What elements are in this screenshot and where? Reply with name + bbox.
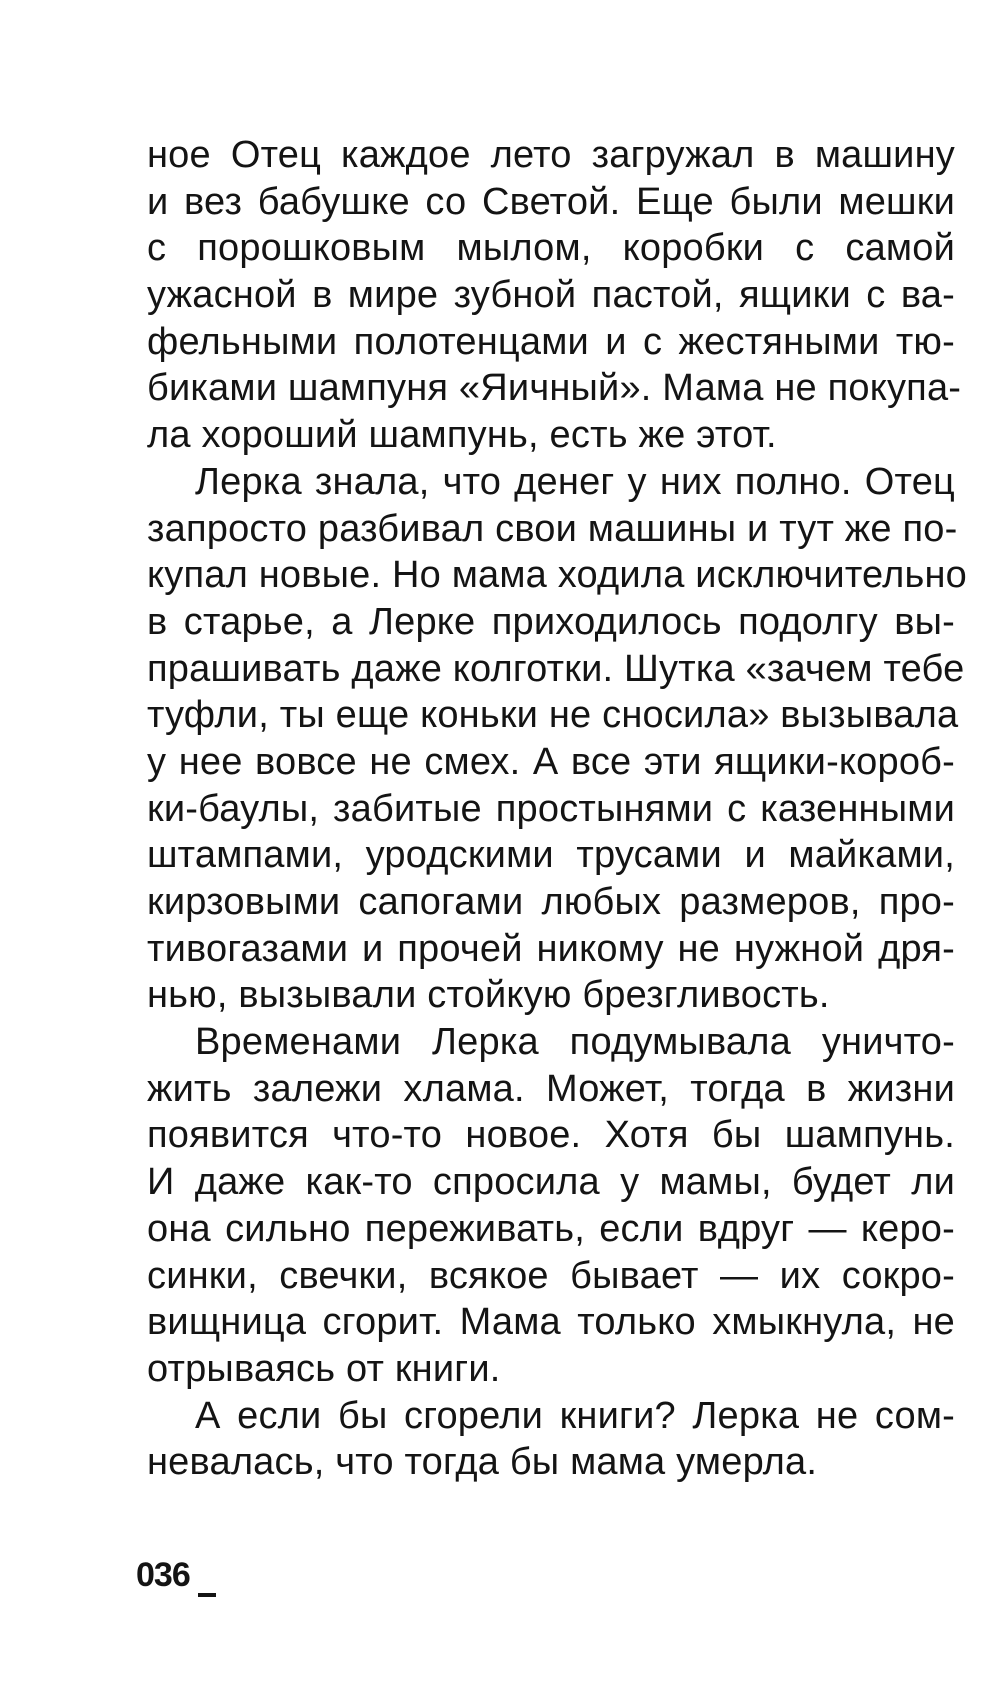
text-line: и вез бабушке со Светой. Еще были мешки [147, 180, 955, 223]
text-line: фельными полотенцами и с жестяными тю- [147, 320, 955, 363]
text-line: она сильно переживать, если вдруг — керо- [147, 1207, 955, 1250]
text-line: нью, вызывали стойкую брезгливость. [147, 974, 830, 1017]
text-line: появится что-то новое. Хотя бы шампунь. [147, 1114, 955, 1157]
text-line: А если бы сгорели книги? Лерка не сом- [195, 1394, 955, 1437]
text-line: вищница сгорит. Мама только хмыкнула, не [147, 1301, 955, 1344]
text-line: невалась, что тогда бы мама умерла. [147, 1441, 818, 1484]
text-line: ужасной в мире зубной пастой, ящики с ва- [147, 274, 955, 317]
text-line: синки, свечки, всякое бывает — их сокро- [147, 1254, 955, 1297]
page-number-underline [198, 1593, 216, 1597]
text-line: ки-баулы, забитые простынями с казенными [147, 787, 955, 830]
text-line: И даже как-то спросила у мамы, будет ли [147, 1161, 955, 1204]
text-line: штампами, уродскими трусами и майками, [147, 834, 955, 877]
text-line: в старье, а Лерке приходилось подолгу вы- [147, 600, 955, 643]
text-line: туфли, ты еще коньки не сносила» вызывала [147, 694, 959, 737]
text-line: отрываясь от книги. [147, 1347, 501, 1390]
text-line: у нее вовсе не смех. А все эти ящики-короб- [147, 740, 955, 783]
text-line: запросто разбивал свои машины и тут же по- [147, 507, 958, 550]
text-line: Временами Лерка подумывала уничто- [195, 1021, 955, 1064]
text-line: с порошковым мылом, коробки с самой [147, 227, 955, 270]
text-line: кирзовыми сапогами любых размеров, про- [147, 881, 955, 923]
text-line: биками шампуня «Яичный». Мама не покупа- [147, 367, 962, 410]
text-line: Лерка знала, что денег у них полно. Отец [195, 460, 955, 503]
body-text [147, 132, 967, 1486]
text-line: купал новые. Но мама ходила исключительно [147, 554, 967, 597]
text-line: прашивать даже колготки. Шутка «зачем тебе [147, 647, 965, 690]
text-line: тивогазами и прочей никому не нужной дря- [147, 927, 955, 970]
text-line: жить залежи хлама. Может, тогда в жизни [147, 1067, 955, 1110]
text-line: ла хороший шампунь, есть же этот. [147, 414, 777, 457]
page-number: 036 [136, 1556, 190, 1594]
text-line: ное Отец каждое лето загружал в машину [147, 134, 955, 176]
